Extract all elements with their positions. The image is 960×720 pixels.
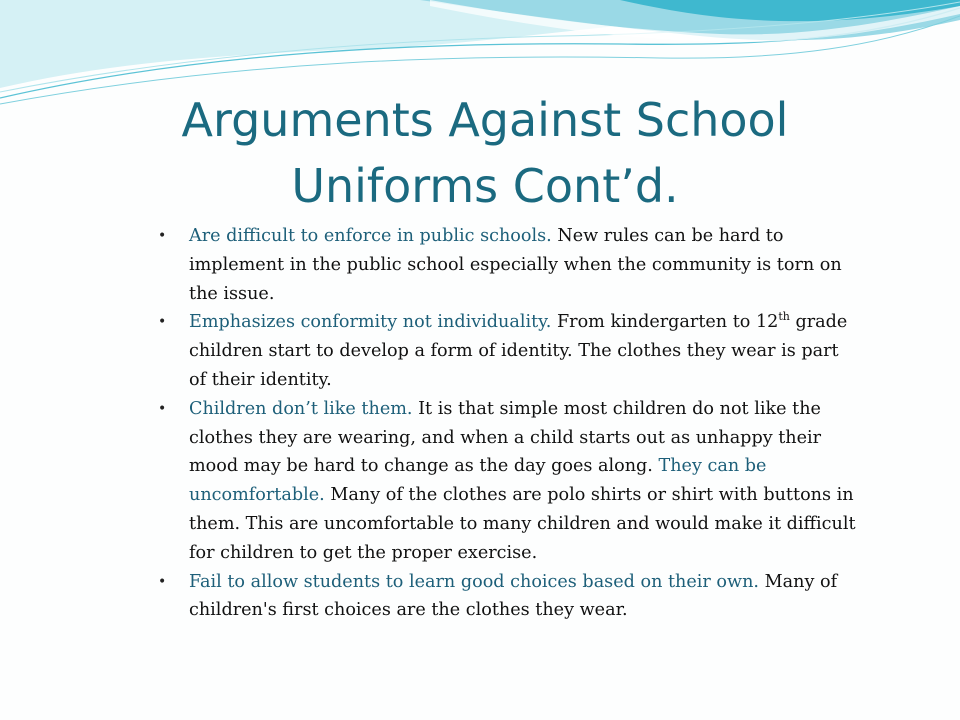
bullet-heading-text: Children don’t like them.: [189, 398, 419, 419]
bullet-item: [158, 395, 858, 568]
bullet-body-text: New rules can be hard to implement in the public school especially when the community is torn on the issue.: [189, 226, 842, 304]
bullet-dot-icon: •: [158, 400, 167, 417]
bullet-heading-text: Emphasizes conformity not individuality.: [189, 312, 557, 333]
bullet-list: [158, 222, 858, 625]
bullet-item: [158, 308, 858, 394]
bullet-heading-text: Fail to allow students to learn good choices based on their own.: [189, 571, 765, 592]
bullet-item: [158, 222, 858, 308]
bullet-heading-text: They can be uncomfortable.: [189, 456, 767, 506]
bullet-dot-icon: •: [158, 228, 167, 244]
bullet-body-text: grade children start to develop a form of identity. The clothes they wear is part of their identity.: [189, 312, 848, 390]
bullet-body-text: th: [778, 310, 790, 324]
bullet-body-text: Many of the clothes are polo shirts or shirt with buttons in them. This are uncomfortable to many children and would make it difficult for children to get the proper exercise.: [189, 485, 856, 563]
slide-title-line-1: Arguments Against School: [181, 92, 789, 147]
bullet-body-text: Many of children's first choices are the clothes they wear.: [189, 571, 838, 621]
bullet-body-text: It is that simple most children do not like the clothes they are wearing, and when a child starts out as unhappy their mood may be hard to change as the day goes along.: [189, 398, 822, 477]
slide-title-line-2: Uniforms Cont’d.: [291, 158, 679, 213]
bullet-body-text: From kindergarten to 12: [556, 312, 779, 333]
bullet-dot-icon: •: [158, 314, 167, 331]
bullet-item: [158, 568, 858, 626]
bullet-heading-text: Are difficult to enforce in public schools.: [189, 226, 558, 246]
bullet-dot-icon: •: [158, 573, 167, 590]
slide-title: [100, 87, 870, 219]
